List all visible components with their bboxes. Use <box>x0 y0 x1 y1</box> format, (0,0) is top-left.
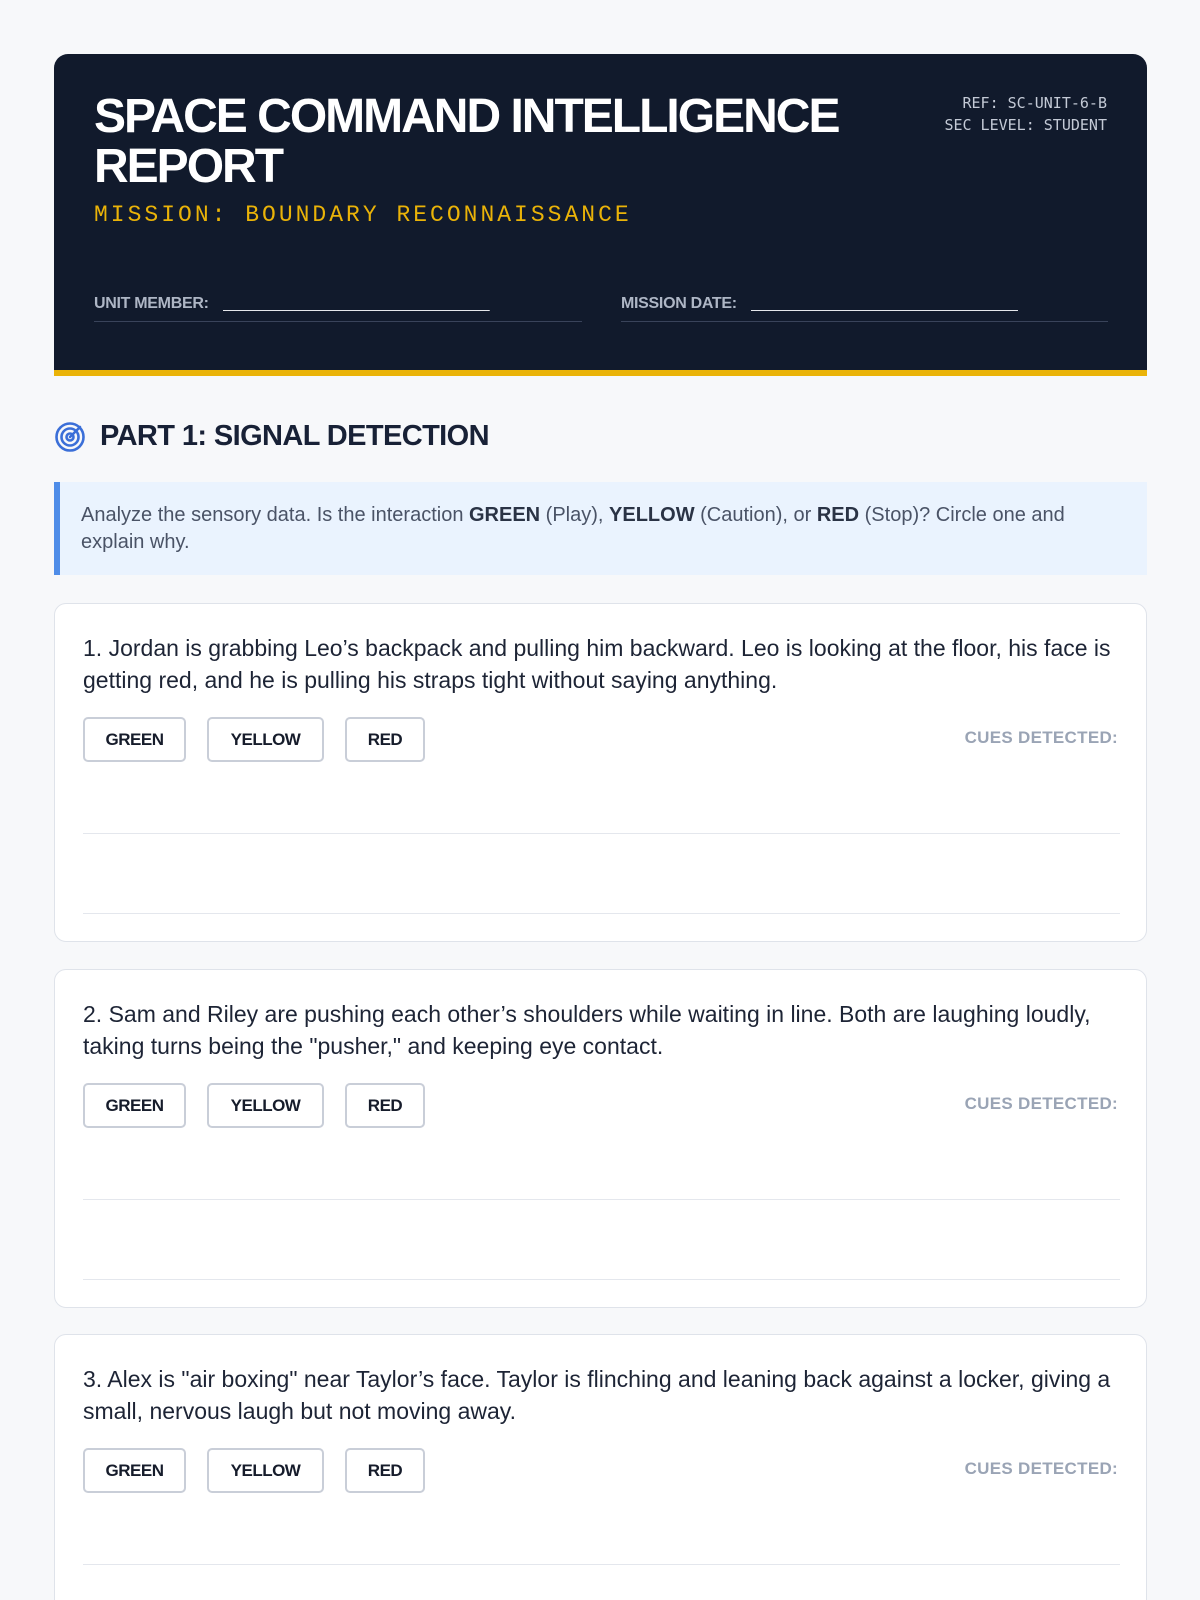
section-heading <box>54 420 489 453</box>
red-option-button-2[interactable]: RED <box>345 1083 425 1128</box>
cues-detected-label-2: CUES DETECTED: <box>964 1094 1118 1113</box>
answer-line-2b[interactable] <box>83 1279 1120 1280</box>
instruction-text-2: (Play), <box>540 504 610 526</box>
cues-detected-label-3: CUES DETECTED: <box>964 1459 1118 1478</box>
green-option-button-2[interactable]: GREEN <box>83 1083 186 1128</box>
answer-line-1a[interactable] <box>83 833 1120 834</box>
instruction-red: RED <box>816 504 860 526</box>
question-card-3 <box>54 1334 1147 1600</box>
yellow-option-button-2[interactable]: YELLOW <box>207 1083 324 1128</box>
report-header <box>54 54 1147 376</box>
cues-detected-label-1: CUES DETECTED: <box>964 728 1118 747</box>
green-option-button-3[interactable]: GREEN <box>83 1448 186 1493</box>
question-card-1 <box>54 603 1147 942</box>
reference-code: REF: SC-UNIT-6-B <box>962 94 1107 112</box>
question-card-2 <box>54 969 1147 1308</box>
green-option-button-1[interactable]: GREEN <box>83 717 186 762</box>
question-text-2: 2. Sam and Riley are pushing each other’s shoulders while waiting in line. Both are laughing loudly, taking turns being the "pusher," and keeping eye contact. <box>83 1001 1091 1059</box>
instruction-text-1: Analyze the sensory data. Is the interaction <box>81 504 469 526</box>
unit-member-field[interactable] <box>94 286 582 322</box>
instruction-green: GREEN <box>469 504 541 526</box>
unit-member-blank[interactable]: ______________________________ <box>222 294 490 312</box>
instruction-text-3: (Caution), or <box>694 504 817 526</box>
answer-line-2a[interactable] <box>83 1199 1120 1200</box>
mission-date-blank[interactable]: ______________________________ <box>750 294 1018 312</box>
radar-icon <box>54 421 86 453</box>
section-title: PART 1: SIGNAL DETECTION <box>100 420 489 452</box>
report-title <box>94 92 894 192</box>
instruction-box <box>54 482 1147 575</box>
report-title-line-1: SPACE COMMAND INTELLIGENCE <box>94 90 839 143</box>
report-title-line-2: REPORT <box>94 140 283 193</box>
answer-line-3a[interactable] <box>83 1564 1120 1565</box>
signal-options-3 <box>83 1448 446 1493</box>
signal-options-1 <box>83 717 446 762</box>
red-option-button-3[interactable]: RED <box>345 1448 425 1493</box>
question-text-1: 1. Jordan is grabbing Leo’s backpack and pulling him backward. Leo is looking at the floor, his face is getting red, and he is pulling his straps tight without saying anything. <box>83 635 1111 693</box>
instruction-yellow: YELLOW <box>609 504 695 526</box>
mission-subtitle: MISSION: BOUNDARY RECONNAISSANCE <box>94 202 632 228</box>
yellow-option-button-1[interactable]: YELLOW <box>207 717 324 762</box>
mission-date-field[interactable] <box>621 286 1108 322</box>
security-level: SEC LEVEL: STUDENT <box>944 116 1107 134</box>
question-text-3: 3. Alex is "air boxing" near Taylor’s face. Taylor is flinching and leaning back against a locker, giving a small, nervous laugh but not moving away. <box>83 1366 1111 1424</box>
unit-member-label: UNIT MEMBER: <box>94 294 209 312</box>
signal-options-2 <box>83 1083 446 1128</box>
mission-date-label: MISSION DATE: <box>621 294 737 312</box>
instruction-text-4: (Stop)? Circle one and explain why. <box>81 504 1065 553</box>
yellow-option-button-3[interactable]: YELLOW <box>207 1448 324 1493</box>
red-option-button-1[interactable]: RED <box>345 717 425 762</box>
answer-line-1b[interactable] <box>83 913 1120 914</box>
reference-info <box>944 92 1107 136</box>
